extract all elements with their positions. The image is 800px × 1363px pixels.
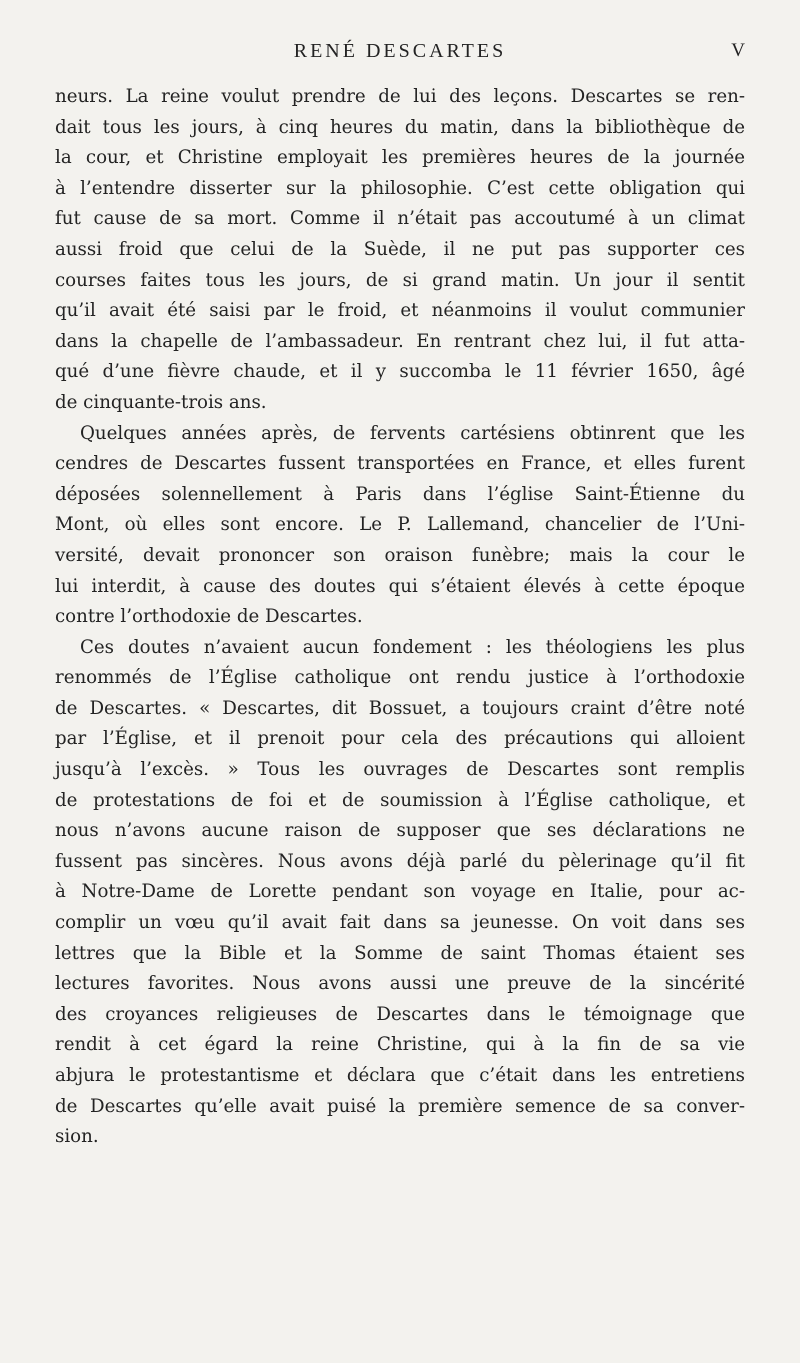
text-line: lectures favorites. Nous avons aussi une preuve de la sincérité [55, 973, 745, 995]
text-line: courses faites tous les jours, de si grand matin. Un jour il sentit [55, 269, 745, 291]
text-line: de Descartes qu’elle avait puisé la première semence de sa conver- [55, 1095, 745, 1117]
text-line: dans la chapelle de l’ambassadeur. En rentrant chez lui, il fut atta- [55, 330, 745, 352]
text-line: versité, devait prononcer son oraison funèbre; mais la cour le [55, 544, 745, 566]
text-line: aussi froid que celui de la Suède, il ne put pas supporter ces [55, 238, 745, 260]
running-title: RENÉ DESCARTES [293, 40, 507, 62]
text-line: lettres que la Bible et la Somme de saint Thomas étaient ses [55, 942, 745, 964]
text-line: contre l’orthodoxie de Descartes. [55, 606, 363, 628]
text-line: de protestations de foi et de soumission à l’Église catholique, et [55, 789, 745, 811]
text-line: renommés de l’Église catholique ont rendu justice à l’orthodoxie [55, 667, 745, 689]
text-line: abjura le protestantisme et déclara que c’était dans les entretiens [55, 1065, 745, 1086]
text-line: Quelques années après, de fervents cartésiens obtinrent que les [80, 422, 745, 444]
text-line: qu’il avait été saisi par le froid, et néanmoins il voulut communier [55, 300, 745, 322]
text-line: par l’Église, et il prenoit pour cela des précautions qui alloient [55, 728, 745, 750]
body-text [55, 82, 745, 1153]
paragraph-2 [55, 419, 745, 633]
text-line: jusqu’à l’excès. » Tous les ouvrages de Descartes sont remplis [55, 759, 745, 781]
text-line: Ces doutes n’avaient aucun fondement : les théologiens les plus [80, 636, 745, 658]
text-line: rendit à cet égard la reine Christine, qui à la fin de sa vie [55, 1034, 745, 1056]
paragraph-3 [55, 633, 745, 1153]
page-number: V [731, 40, 745, 61]
text-line: neurs. La reine voulut prendre de lui des leçons. Descartes se ren- [55, 86, 745, 107]
text-line: la cour, et Christine employait les premières heures de la journée [55, 147, 745, 169]
text-line: cendres de Descartes fussent transportées en France, et elles furent [55, 453, 745, 475]
text-line: déposées solennellement à Paris dans l’église Saint-Étienne du [55, 483, 745, 505]
text-line: de cinquante-trois ans. [55, 391, 267, 413]
text-line: de Descartes. « Descartes, dit Bossuet, a toujours craint d’être noté [55, 697, 745, 719]
text-line: fut cause de sa mort. Comme il n’était pas accoutumé à un climat [55, 208, 745, 230]
text-line: fussent pas sincères. Nous avons déjà parlé du pèlerinage qu’il fit [55, 850, 745, 872]
text-line: dait tous les jours, à cinq heures du matin, dans la bibliothèque de [55, 116, 745, 138]
text-line: à Notre-Dame de Lorette pendant son voyage en Italie, pour ac- [55, 881, 745, 903]
text-line: qué d’une fièvre chaude, et il y succomba le 11 février 1650, âgé [55, 361, 745, 383]
text-line: des croyances religieuses de Descartes dans le témoignage que [55, 1003, 745, 1025]
paragraph-1 [55, 82, 745, 419]
text-line: sion. [55, 1126, 99, 1148]
text-line: Mont, où elles sont encore. Le P. Lallemand, chancelier de l’Uni- [55, 514, 745, 536]
text-line: nous n’avons aucune raison de supposer que ses déclarations ne [55, 820, 745, 842]
text-line: complir un vœu qu’il avait fait dans sa jeunesse. On voit dans ses [55, 912, 745, 934]
text-line: à l’entendre disserter sur la philosophie. C’est cette obligation qui [55, 177, 745, 199]
text-line: lui interdit, à cause des doutes qui s’étaient élevés à cette époque [55, 575, 745, 597]
running-head [55, 40, 745, 70]
